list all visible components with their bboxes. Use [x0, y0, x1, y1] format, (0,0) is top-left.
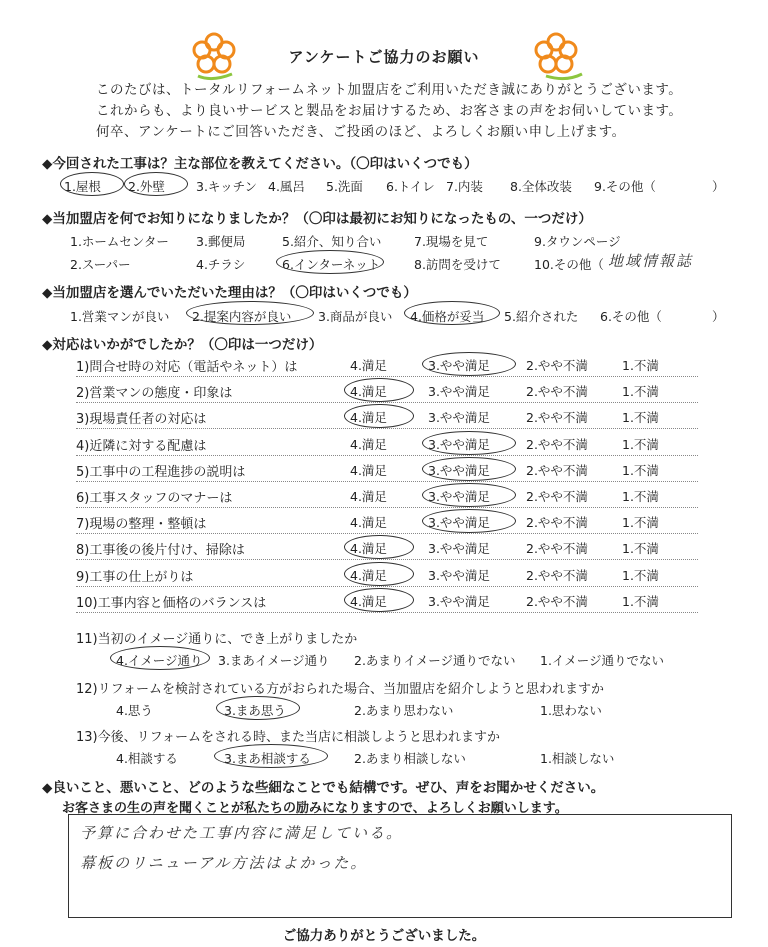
rating-option-3[interactable]: 3.やや満足 [428, 489, 490, 504]
rating-option-4[interactable]: 4.満足 [350, 358, 387, 373]
q3-heading: ◆当加盟店を選んでいただいた理由は？（〇印はいくつでも） [42, 285, 417, 301]
q2-opt-6[interactable]: 6.インターネット [282, 257, 381, 272]
q12-question: 12)リフォームを検討されている方がおられた場合、当加盟店を紹介しようと思われますか [76, 682, 604, 697]
q1-opt-1[interactable]: 1.屋根 [64, 179, 101, 194]
intro-line-3: 何卒、アンケートにご回答いただき、ご投函のほど、よろしくお願い申し上げます。 [96, 124, 626, 140]
q3-opt-4[interactable]: 4.価格が妥当 [410, 309, 485, 324]
rating-option-1[interactable]: 1.不満 [622, 410, 659, 426]
rating-option-4[interactable]: 4.満足 [350, 593, 387, 609]
rating-row-divider [76, 376, 698, 377]
rating-option-3[interactable]: 3.やや満足 [428, 515, 490, 531]
rating-option-3[interactable]: 3.やや満足 [428, 410, 490, 426]
q4-heading: ◆対応はいかがでしたか？（〇印は一つだけ） [42, 337, 323, 353]
q1-opt-close: ） [712, 179, 725, 194]
rating-option-1[interactable]: 1.不満 [622, 567, 659, 583]
rating-option-2[interactable]: 2.やや不満 [526, 384, 588, 400]
q1-opt-5[interactable]: 5.洗面 [326, 179, 363, 194]
rating-selection-circle [422, 509, 516, 533]
rating-option-1[interactable]: 1.不満 [622, 462, 659, 478]
q13-opt-2[interactable]: 2.あまり相談しない [354, 751, 466, 766]
q1-heading: ◆今回された工事は？主な部位を教えてください。（〇印はいくつでも） [42, 156, 478, 172]
rating-question-3: 3)現場責任者の対応は [76, 412, 207, 428]
rating-option-2[interactable]: 2.やや不満 [526, 358, 588, 373]
rating-option-4[interactable]: 4.満足 [350, 436, 387, 452]
q3-opt-3[interactable]: 3.商品が良い [318, 309, 393, 324]
q2-opt-7[interactable]: 7.現場を見て [414, 234, 489, 249]
rating-option-2[interactable]: 2.やや不満 [526, 410, 588, 426]
rating-question-9: 9)工事の仕上がりは [76, 569, 194, 585]
page-title: アンケートご協力のお願い [288, 48, 480, 66]
q1-opt-2[interactable]: 2.外壁 [128, 179, 165, 194]
rating-option-2[interactable]: 2.やや不満 [526, 593, 588, 609]
q11-opt-2[interactable]: 2.あまりイメージ通りでない [354, 653, 516, 668]
q1-circle-1 [60, 172, 124, 196]
rating-option-2[interactable]: 2.やや不満 [526, 462, 588, 478]
q3-opt-close: ） [712, 309, 725, 324]
q13-question: 13)今後、リフォームをされる時、また当店に相談しようと思われますか [76, 730, 500, 745]
q1-opt-8[interactable]: 8.全体改装 [510, 179, 572, 194]
q11-opt-3[interactable]: 3.まあイメージ通り [218, 653, 330, 668]
q1-opt-9[interactable]: 9.その他（ [594, 179, 656, 194]
rating-option-4[interactable]: 4.満足 [350, 462, 387, 478]
q12-opt-4[interactable]: 4.思う [116, 703, 153, 718]
q2-heading: ◆当加盟店を何でお知りになりましたか？（〇印は最初にお知りになったもの、一つだけ） [42, 211, 592, 227]
rating-row-divider [76, 455, 698, 456]
rating-selection-circle [422, 483, 516, 507]
q1-opt-4[interactable]: 4.風呂 [268, 179, 305, 194]
rating-option-2[interactable]: 2.やや不満 [526, 515, 588, 531]
rating-selection-circle [422, 431, 516, 455]
rating-option-2[interactable]: 2.やや不満 [526, 541, 588, 557]
q13-circle [214, 744, 328, 768]
q1-opt-7[interactable]: 7.内装 [446, 179, 483, 194]
q3-opt-1[interactable]: 1.営業マンが良い [70, 309, 170, 324]
q2-opt-9[interactable]: 9.タウンページ [534, 234, 621, 249]
rating-question-6: 6)工事スタッフのマナーは [76, 491, 233, 506]
q12-opt-2[interactable]: 2.あまり思わない [354, 703, 454, 718]
q11-question: 11)当初のイメージ通りに、でき上がりましたか [76, 632, 358, 647]
rating-option-4[interactable]: 4.満足 [350, 541, 387, 557]
rating-question-1: 1)問合せ時の対応（電話やネット）は [76, 360, 298, 375]
rating-option-4[interactable]: 4.満足 [350, 384, 387, 400]
q2-opt-4[interactable]: 4.チラシ [196, 257, 246, 272]
q2-handwritten-other: 地域情報誌 [608, 252, 694, 270]
rating-question-10: 10)工事内容と価格のバランスは [76, 595, 267, 611]
rating-selection-circle [344, 404, 414, 428]
rating-option-2[interactable]: 2.やや不満 [526, 489, 588, 504]
rating-row-divider [76, 612, 698, 613]
comment-line-1: 予算に合わせた工事内容に満足している。 [80, 824, 404, 842]
rating-row-divider [76, 559, 698, 560]
rating-row-divider [76, 428, 698, 429]
q13-opt-1[interactable]: 1.相談しない [540, 751, 615, 766]
rating-option-4[interactable]: 4.満足 [350, 567, 387, 583]
rating-option-4[interactable]: 4.満足 [350, 515, 387, 531]
rating-row-divider [76, 533, 698, 534]
q3-opt-6[interactable]: 6.その他（ [600, 309, 662, 324]
rating-option-1[interactable]: 1.不満 [622, 515, 659, 531]
q11-opt-1[interactable]: 1.イメージ通りでない [540, 653, 665, 668]
comment-line-2: 幕板のリニューアル方法はよかった。 [80, 854, 368, 872]
q2-opt-10[interactable]: 10.その他（ [534, 257, 604, 272]
rating-selection-circle [344, 535, 414, 559]
q12-opt-1[interactable]: 1.思わない [540, 703, 602, 718]
rating-option-3[interactable]: 3.やや満足 [428, 436, 490, 452]
rating-question-8: 8)工事後の後片付け、掃除は [76, 543, 245, 559]
rating-selection-circle [344, 588, 414, 612]
rating-option-3[interactable]: 3.やや満足 [428, 567, 490, 583]
rating-selection-circle [422, 352, 516, 376]
rating-option-2[interactable]: 2.やや不満 [526, 436, 588, 452]
rating-option-3[interactable]: 3.やや満足 [428, 593, 490, 609]
q11-opt-4[interactable]: 4.イメージ通り [116, 653, 203, 668]
rating-option-3[interactable]: 3.やや満足 [428, 541, 490, 557]
q11-circle [110, 646, 210, 670]
q2-circle-6 [276, 250, 384, 274]
q13-opt-3[interactable]: 3.まあ相談する [224, 751, 311, 766]
intro-line-2: これからも、より良いサービスと製品をお届けするため、お客さまの声をお伺いしています。 [96, 103, 683, 119]
intro-line-1: このたびは、トータルリフォームネット加盟店をご利用いただき誠にありがとうございます。 [96, 82, 683, 98]
q3-circle-2 [186, 301, 314, 325]
q2-opt-1[interactable]: 1.ホームセンター [70, 234, 169, 249]
q1-opt-3[interactable]: 3.キッチン [196, 179, 258, 194]
rating-question-7: 7)現場の整理・整頓は [76, 517, 207, 533]
comment-heading: ◆良いこと、悪いこと、どのような些細なことでも結構です。ぜひ、声をお聞かせください。 [42, 780, 605, 796]
rating-option-3[interactable]: 3.やや満足 [428, 462, 490, 478]
rating-row-divider [76, 586, 698, 587]
rating-question-2: 2)営業マンの態度・印象は [76, 386, 233, 402]
rating-row-divider [76, 507, 698, 508]
rating-option-1[interactable]: 1.不満 [622, 436, 659, 452]
footer-thanks: ご協力ありがとうございました。 [282, 928, 486, 944]
q12-circle [216, 696, 300, 720]
q3-circle-4 [404, 301, 500, 325]
rating-row-divider [76, 402, 698, 403]
rating-option-4[interactable]: 4.満足 [350, 410, 387, 426]
comment-subheading: お客さまの生の声を聞くことが私たちの励みになりますので、よろしくお願いします。 [62, 801, 568, 816]
rating-selection-circle [344, 562, 414, 586]
rating-option-3[interactable]: 3.やや満足 [428, 384, 490, 400]
rating-option-1[interactable]: 1.不満 [622, 384, 659, 400]
q1-circle-2 [124, 172, 188, 196]
q12-opt-3[interactable]: 3.まあ思う [224, 703, 286, 718]
q3-opt-2[interactable]: 2.提案内容が良い [192, 309, 292, 324]
q2-opt-5[interactable]: 5.紹介、知り合い [282, 234, 382, 249]
rating-option-2[interactable]: 2.やや不満 [526, 567, 588, 583]
rating-option-1[interactable]: 1.不満 [622, 358, 659, 373]
q2-opt-2[interactable]: 2.スーパー [70, 257, 131, 272]
rating-option-4[interactable]: 4.満足 [350, 489, 387, 504]
rating-option-3[interactable]: 3.やや満足 [428, 358, 490, 373]
rating-selection-circle [422, 457, 516, 481]
rating-selection-circle [344, 378, 414, 402]
q1-opt-6[interactable]: 6.トイレ [386, 179, 435, 194]
q13-opt-4[interactable]: 4.相談する [116, 751, 178, 766]
q3-opt-5[interactable]: 5.紹介された [504, 309, 579, 324]
rating-option-1[interactable]: 1.不満 [622, 489, 659, 504]
rating-row-divider [76, 481, 698, 482]
rating-question-5: 5)工事中の工程進捗の説明は [76, 464, 246, 480]
q2-opt-3[interactable]: 3.郵便局 [196, 234, 246, 249]
rating-option-1[interactable]: 1.不満 [622, 541, 659, 557]
rating-question-4: 4)近隣に対する配慮は [76, 438, 207, 454]
q2-opt-8[interactable]: 8.訪問を受けて [414, 257, 501, 272]
rating-option-1[interactable]: 1.不満 [622, 593, 659, 609]
